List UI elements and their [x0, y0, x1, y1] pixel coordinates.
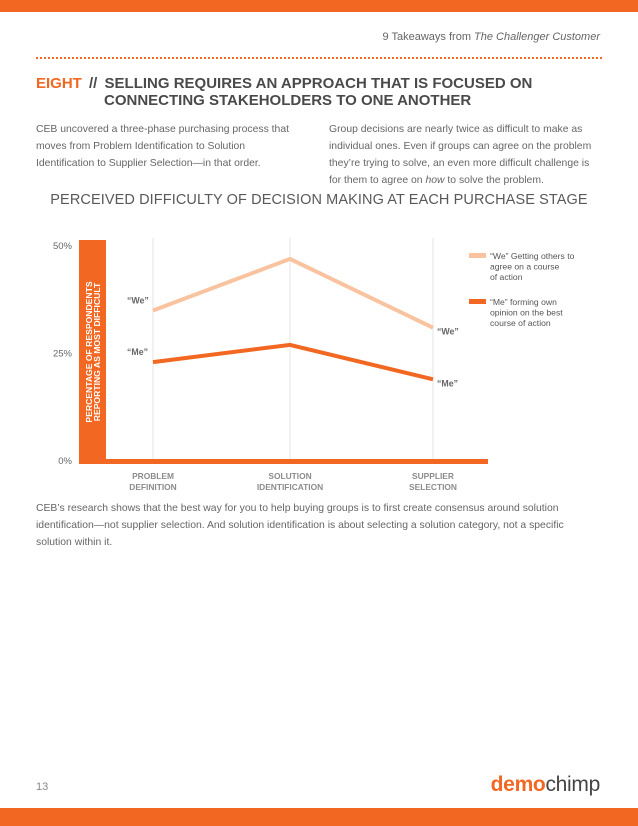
x-category-label-line-2: DEFINITION [129, 482, 177, 492]
y-axis-label-line-1: PERCENTAGE OF RESPONDENTS [84, 281, 94, 423]
legend-swatch-me [469, 299, 486, 304]
section-separator: // [89, 75, 98, 92]
series-line-we [153, 259, 433, 328]
point-label-we-end: “We” [437, 326, 459, 337]
x-category-label-line-2: IDENTIFICATION [256, 482, 324, 492]
logo-part-chimp: chimp [545, 773, 600, 796]
y-axis-label-line-2: REPORTING AS MOST DIFFICULT [92, 282, 102, 422]
right-text-after: to solve the problem. [444, 175, 544, 186]
conclusion-paragraph: CEB’s research shows that the best way for you to help buying groups is to first create consensus around solution identification—not supplier selection. And solution identification is about selecting a solution category, not a specific solution within it. [36, 503, 564, 548]
section-title-line-2: CONNECTING STAKEHOLDERS TO ONE ANOTHER [104, 92, 472, 109]
y-tick-label: 25% [52, 348, 72, 360]
chart-title: PERCEIVED DIFFICULTY OF DECISION MAKING AT EACH PURCHASE STAGE [50, 192, 588, 208]
y-tick-label: 0% [58, 456, 72, 467]
header-prefix: 9 Takeaways from [382, 31, 475, 43]
x-category-label-line-1: PROBLEM [132, 471, 174, 481]
legend-label-me-line-2: opinion on the best [490, 307, 563, 318]
brand-logo [491, 773, 600, 797]
legend-label-me-line-3: course of action [490, 318, 551, 328]
legend-label-we-line-2: agree on a course [490, 261, 560, 272]
series-line-me [153, 345, 433, 379]
page-number: 13 [36, 781, 49, 793]
logo-part-demo: demo [490, 773, 546, 796]
right-text-emphasis: how [425, 175, 445, 186]
point-label-me-end: “Me” [437, 378, 459, 389]
legend-label-we-line-3: of action [490, 272, 523, 282]
legend-label-we-line-1: “We” Getting others to [490, 251, 575, 261]
intro-paragraph-left: CEB uncovered a three-phase purchasing process that moves from Problem Identification to Solution Identification to Supplier Selection—in that order. [36, 124, 289, 169]
legend-swatch-we [469, 253, 486, 258]
legend-label-me-line-1: “Me” forming own [490, 297, 557, 307]
y-tick-label: 50% [52, 241, 72, 252]
section-number: EIGHT [36, 75, 82, 92]
x-category-label-line-1: SOLUTION [268, 471, 312, 481]
point-label-we-start: “We” [127, 295, 149, 306]
bottom-accent-bar [0, 808, 638, 826]
section-title-line-1: SELLING REQUIRES AN APPROACH THAT IS FOCUSED ON [104, 75, 533, 92]
x-category-label-line-2: SELECTION [409, 482, 457, 492]
right-text-before: Group decisions are nearly twice as difficult to make as individual ones. Even if groups can agree on the problem they’re trying to solve, an even more difficult challenge is for them to agree on [329, 124, 592, 186]
point-label-me-start: “Me” [127, 347, 149, 358]
header-book-title: The Challenger Customer [474, 31, 600, 43]
x-category-label-line-1: SUPPLIER [412, 471, 454, 481]
x-axis-bar [79, 459, 488, 464]
